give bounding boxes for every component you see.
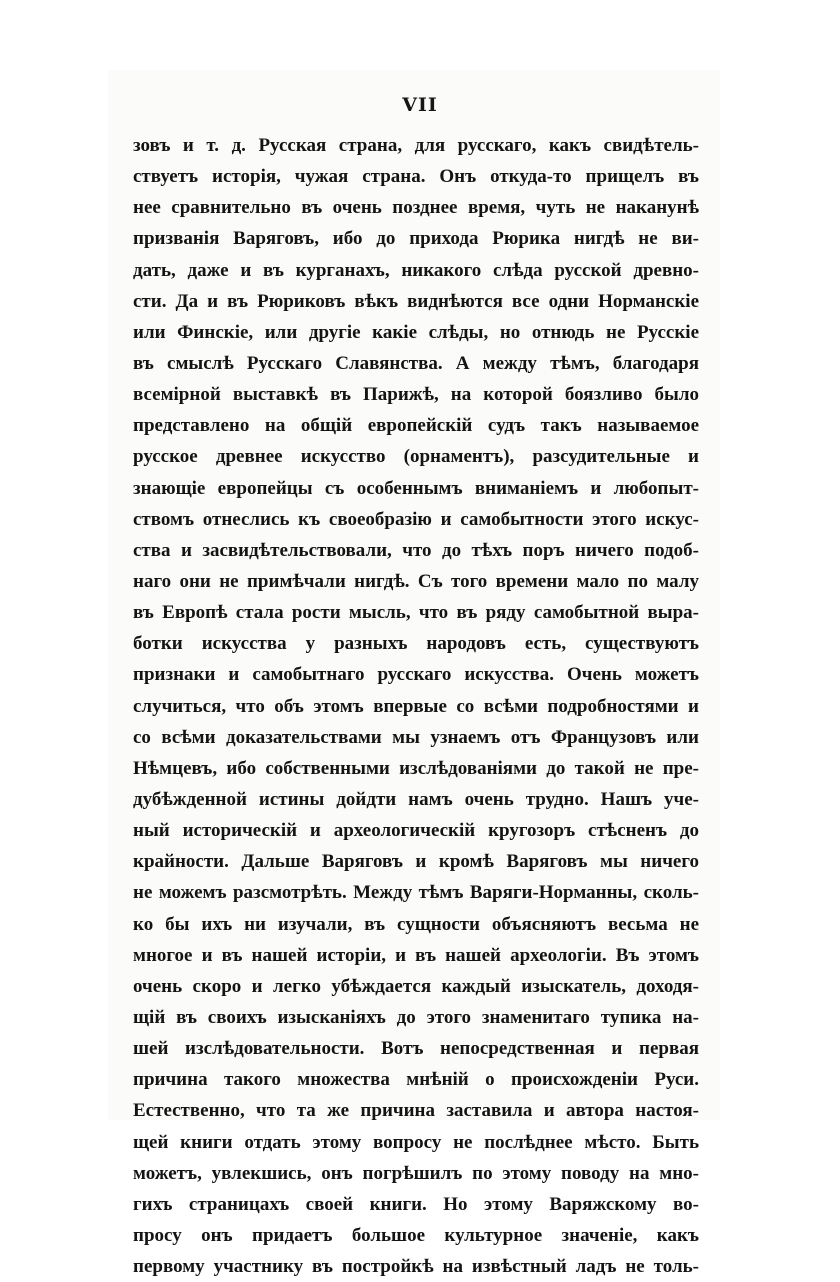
text-line: многое и въ нашей исторіи, и въ нашей археологіи. Въ этомъ [133, 944, 699, 966]
text-line: въ Европѣ стала рости мысль, что въ ряду самобытной выра- [133, 602, 699, 624]
text-line: всемірной выставкѣ въ Парижѣ, на которой боязливо было [133, 384, 699, 406]
text-line: въ смыслѣ Русскаго Славянства. А между тѣмъ, благодаря [133, 352, 699, 374]
text-line: можетъ, увлекшись, онъ погрѣшилъ по этому поводу на мно- [133, 1162, 699, 1184]
text-line: русское древнее искусство (орнаментъ), разсудительные и [133, 446, 699, 468]
text-line: очень скоро и легко убѣждается каждый изыскатель, доходя- [133, 975, 699, 997]
text-line: щей книги отдать этому вопросу не послѣднее мѣсто. Быть [133, 1131, 699, 1153]
text-line: ствомъ отнеслись къ своеобразію и самобытности этого искус- [133, 508, 699, 530]
page-number: VII [402, 94, 438, 116]
text-line: или Финскіе, или другіе какіе слѣды, но отнюдь не Русскіе [133, 321, 699, 343]
text-line: дубѣжденной истины дойдти намъ очень трудно. Нашъ уче- [133, 788, 699, 810]
text-line: Нѣмцевъ, ибо собственными изслѣдованіями до такой не пре- [133, 757, 699, 779]
text-line: дать, даже и въ курганахъ, никакого слѣда русской древно- [133, 259, 699, 281]
text-line: нее сравнительно въ очень позднее время, чуть не наканунѣ [133, 197, 699, 219]
text-line: призванія Варяговъ, ибо до прихода Рюрика нигдѣ не ви- [133, 228, 699, 250]
text-line: ства и засвидѣтельствовали, что до тѣхъ поръ ничего подоб- [133, 539, 699, 561]
text-line: ствуетъ исторія, чужая страна. Онъ откуда-то прищелъ въ [133, 166, 699, 188]
text-line: ный историческій и археологическій кругозоръ стѣсненъ до [133, 820, 699, 842]
text-line: шей изслѣдовательности. Вотъ непосредственная и первая [133, 1038, 699, 1060]
text-line: щій въ своихъ изысканіяхъ до этого знаменитаго тупика на- [133, 1006, 699, 1028]
text-line: наго они не примѣчали нигдѣ. Съ того времени мало по малу [133, 570, 699, 592]
text-line: просу онъ придаетъ большое культурное значеніе, какъ [133, 1224, 699, 1246]
text-line: признаки и самобытнаго русскаго искусства. Очень можетъ [133, 664, 699, 686]
text-line: представлено на общій европейскій судъ такъ называемое [133, 415, 699, 437]
text-line: ботки искусства у разныхъ народовъ есть, существуютъ [133, 633, 699, 655]
text-line: Естественно, что та же причина заставила и автора настоя- [133, 1100, 699, 1122]
text-line: крайности. Дальше Варяговъ и кромѣ Варяговъ мы ничего [133, 851, 699, 873]
text-line: со всѣми доказательствами мы узнаемъ отъ Французовъ или [133, 726, 699, 748]
text-line: зовъ и т. д. Русская страна, для русскаго, какъ свидѣтель- [133, 135, 699, 156]
text-line: первому участнику въ постройкѣ на извѣстный ладъ не толь- [133, 1256, 699, 1278]
text-line: причина такого множества мнѣній о происхожденіи Руси. [133, 1069, 699, 1091]
text-line: знающіе европейцы съ особеннымъ вниманіемъ и любопыт- [133, 477, 699, 499]
text-line: гихъ страницахъ своей книги. Но этому Варяжскому во- [133, 1193, 699, 1215]
text-line: случиться, что объ этомъ впервые со всѣми подробностями и [133, 695, 699, 717]
text-line: сти. Да и въ Рюриковъ вѣкъ виднѣются все одни Норманскіе [133, 290, 699, 312]
body-text [133, 130, 699, 1282]
text-line: ко бы ихъ ни изучали, въ сущности объясняютъ весьма не [133, 913, 699, 935]
text-line: не можемъ разсмотрѣть. Между тѣмъ Варяги-Норманны, сколь- [133, 882, 699, 904]
